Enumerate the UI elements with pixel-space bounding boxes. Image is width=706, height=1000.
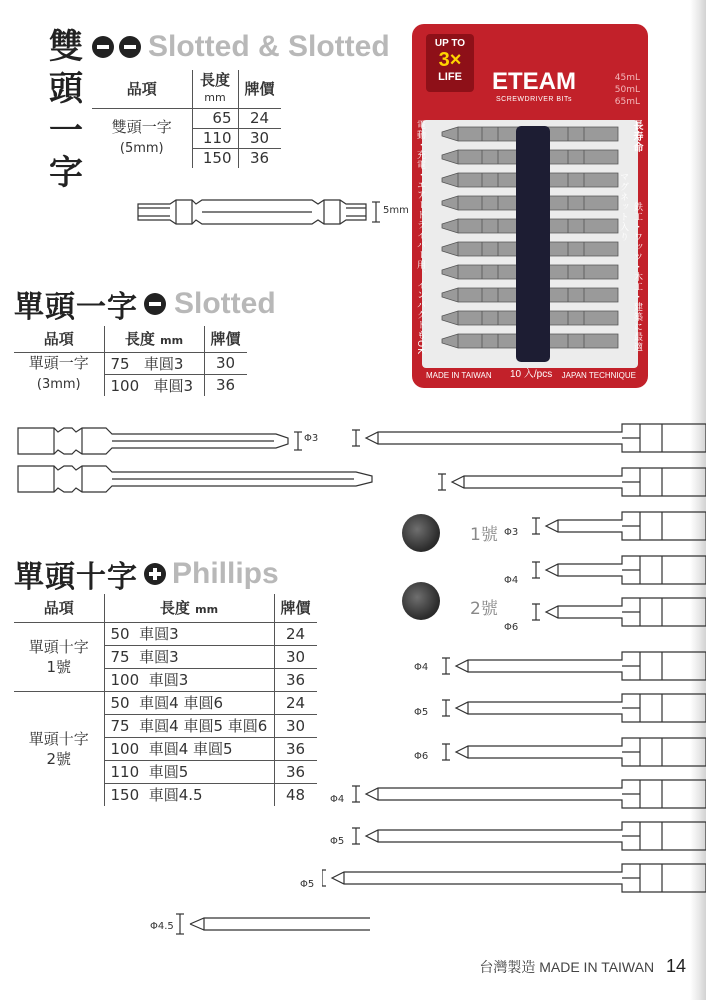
single-slotted-table (14, 326, 247, 396)
phillips-bit-drawings (322, 416, 706, 952)
item-cell: 雙頭一字 (5mm) (92, 108, 192, 168)
double-slotted-title: 雙 頭 一 字 (49, 27, 83, 193)
package-foot-mid: 10 入/pcs (510, 369, 553, 380)
dimension-marker (532, 518, 540, 534)
single-slotted-en-title: Slotted (174, 287, 276, 320)
dimension-label: Φ4 (414, 662, 429, 673)
length-cell: 75 車圓3 (104, 645, 274, 668)
dimension-label: Φ4 (504, 575, 519, 586)
dimension-marker (322, 870, 326, 886)
tip-label-1: 1號 (470, 525, 498, 545)
length-cell: 150 車圓4.5 (104, 783, 274, 806)
double-slotted-bit-drawing (130, 190, 420, 235)
length-cell: 150 (192, 148, 238, 168)
length-cell: 100 車圓3 (104, 668, 274, 691)
price-cell: 36 (274, 760, 317, 783)
phillips-icon (144, 563, 166, 585)
phillips-tip-2-icon (402, 582, 440, 620)
price-cell: 30 (274, 645, 317, 668)
bits-in-holder (422, 120, 638, 368)
header-length: 長度 mm (104, 594, 274, 622)
tip-label-2: 2號 (470, 599, 498, 619)
header-price: 牌價 (274, 594, 317, 622)
header-item: 品項 (92, 70, 192, 108)
package-right-text-3: 鉄工・ワッツ・木工・建築に最適 (632, 202, 642, 352)
item-cell: 單頭一字 (3mm) (14, 352, 104, 396)
phillips-table (14, 594, 317, 806)
length-cell: 75 車圓3 (104, 352, 204, 374)
package-sizes: 45mL 50mL 65mL (614, 73, 640, 107)
phillips-heading (14, 552, 279, 596)
price-cell: 30 (204, 352, 247, 374)
footer-made-in-en: MADE IN TAIWAN (539, 959, 655, 975)
dimension-marker (532, 562, 540, 578)
header-length: 長度 mm (192, 70, 238, 108)
dimension-marker (352, 828, 360, 844)
brand-logo: ETEAM (492, 68, 576, 95)
length-cell: 110 車圓5 (104, 760, 274, 783)
slotted-icon (119, 36, 141, 58)
brand-subtitle: SCREWDRIVER BITs (495, 96, 573, 103)
dimension-label: Φ4.5 (150, 921, 174, 932)
package-foot-left: MADE IN TAIWAN (426, 371, 492, 380)
package-foot-right: JAPAN TECHNIQUE (561, 371, 636, 380)
double-slotted-heading (92, 30, 390, 64)
dimension-label: Φ5 (414, 707, 429, 718)
item-cell: 單頭十字 1號 (14, 622, 104, 691)
slotted-icon (144, 293, 166, 315)
length-cell: 50 車圓3 (104, 622, 274, 645)
price-cell: 48 (274, 783, 317, 806)
phillips-bit (456, 738, 706, 766)
long-phillips-bit-tip (170, 910, 370, 940)
price-cell: 36 (204, 374, 247, 396)
double-slotted-table (92, 70, 281, 168)
dimension-marker (442, 700, 450, 716)
phillips-bit (546, 598, 706, 626)
price-cell: 30 (274, 714, 317, 737)
price-cell: 24 (274, 622, 317, 645)
header-price: 牌價 (238, 70, 281, 108)
page-number: 14 (665, 956, 686, 976)
package-window (422, 120, 638, 368)
header-price: 牌價 (204, 326, 247, 352)
dimension-marker (532, 604, 540, 620)
dimension-marker (352, 786, 360, 802)
package-left-text: 電動・充電・エアードライバー用、インパクトもOK (415, 120, 425, 355)
price-cell: 30 (238, 128, 281, 148)
header-item: 品項 (14, 326, 104, 352)
dimension-marker (442, 658, 450, 674)
length-cell: 65 (192, 108, 238, 128)
phillips-bit (366, 822, 706, 850)
price-cell: 24 (238, 108, 281, 128)
footer-made-in-zh: 台灣製造 (479, 960, 536, 976)
phillips-bit (546, 512, 706, 540)
price-cell: 36 (274, 737, 317, 760)
dimension-label: Φ3 (504, 527, 519, 538)
dimension-label: Φ6 (504, 622, 519, 633)
phillips-bit (452, 468, 706, 496)
phillips-bit (456, 652, 706, 680)
length-cell: 50 車圓4 車圓6 (104, 691, 274, 714)
dimension-label: Φ4 (330, 794, 345, 805)
dimension-marker (352, 430, 360, 446)
dimension-label: Φ5 (330, 836, 345, 847)
price-cell: 36 (274, 668, 317, 691)
slotted-icon (92, 36, 114, 58)
phillips-bit (366, 780, 706, 808)
single-slotted-zh-title: 單頭一字 (14, 290, 138, 325)
dimension-label: Φ6 (414, 751, 429, 762)
dimension-label: Φ3 (304, 433, 319, 444)
phillips-bit (366, 424, 706, 452)
dimension-marker (442, 744, 450, 760)
single-slotted-heading (14, 282, 276, 326)
double-slotted-en-title: Slotted & Slotted (148, 30, 390, 63)
page-footer (479, 956, 686, 977)
length-cell: 100 車圓3 (104, 374, 204, 396)
price-cell: 24 (274, 691, 317, 714)
phillips-bit (456, 694, 706, 722)
phillips-bit (332, 864, 706, 892)
header-length: 長度 mm (104, 326, 204, 352)
phillips-zh-title: 單頭十字 (14, 560, 138, 595)
package-right-text-2: マグネット入り (618, 172, 628, 242)
length-cell: 110 (192, 128, 238, 148)
product-package (412, 24, 648, 388)
length-cell: 100 車圓4 車圓5 (104, 737, 274, 760)
dimension-label: Φ5 (300, 879, 315, 890)
dimension-label: 5mm (383, 205, 409, 216)
phillips-bit (546, 556, 706, 584)
length-cell: 75 車圓4 車圓5 車圓6 (104, 714, 274, 737)
phillips-en-title: Phillips (172, 557, 279, 590)
header-item: 品項 (14, 594, 104, 622)
package-right-text-1: 長寿命 (631, 120, 642, 153)
item-cell: 單頭十字 2號 (14, 691, 104, 806)
life-badge: UP TO 3× LIFE (426, 34, 474, 92)
price-cell: 36 (238, 148, 281, 168)
dimension-marker (438, 474, 446, 490)
phillips-tip-1-icon (402, 514, 440, 552)
